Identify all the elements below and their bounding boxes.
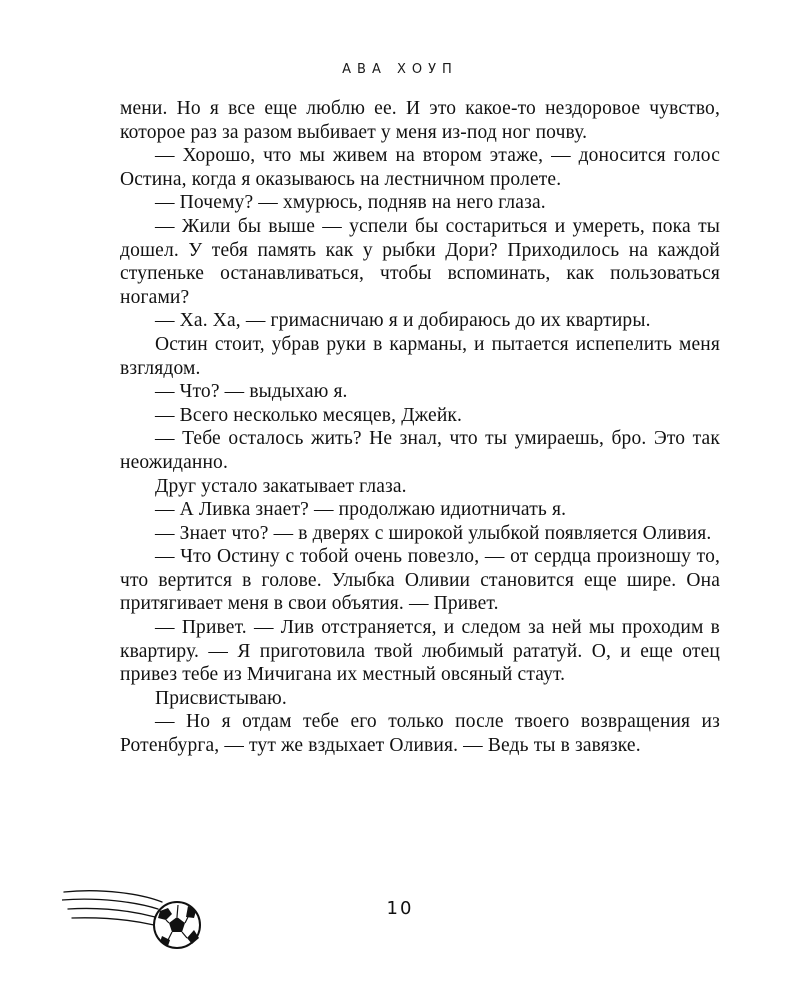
paragraph: Присвистываю. <box>155 687 287 709</box>
paragraph: мени. Но я все еще люблю ее. И это какое-то нездоровое чувство, которое раз за разом выбивает у меня из-под ног почву. <box>120 98 720 143</box>
paragraph: — Жили бы выше — успели бы состариться и умереть, пока ты дошел. У тебя память как у рыбки Дори? Приходилось на каждой ступеньке останавливаться, чтобы вспоминать, как пользоваться ногами? <box>120 215 720 308</box>
paragraph: Друг устало закатывает глаза. <box>155 475 407 497</box>
body-text <box>120 97 720 758</box>
page-number: 10 <box>386 898 414 919</box>
paragraph: — Привет. — Лив отстраняется, и следом за ней мы проходим в квартиру. — Я приготовила твой любимый рататуй. О, и еще отец привез тебе из Мичигана их местный овсяный стаут. <box>120 617 720 686</box>
paragraph: — Хорошо, что мы живем на втором этаже, — доносится голос Остина, когда я оказываюсь на лестничном пролете. <box>120 145 720 190</box>
paragraph: — Почему? — хмурюсь, подняв на него глаза. <box>155 192 546 214</box>
paragraph: — Что? — выдыхаю я. <box>155 381 348 403</box>
paragraph: — Но я отдам тебе его только после твоего возвращения из Ротенбурга, — тут же вздыхает Оливия. — Ведь ты в завязке. <box>120 711 720 757</box>
paragraph: — Тебе осталось жить? Не знал, что ты умираешь, бро. Это так неожиданно. <box>120 428 720 473</box>
paragraph: — Знает что? — в дверях с широкой улыбкой появляется Оливия. <box>155 522 712 544</box>
paragraph: — А Ливка знает? — продолжаю идиотничать я. <box>155 499 567 521</box>
paragraph: — Ха. Ха, — гримасничаю я и добираюсь до их квартиры. <box>155 310 651 332</box>
paragraph: Остин стоит, убрав руки в карманы, и пытается испепелить меня взглядом. <box>120 333 720 379</box>
paragraph: — Что Остину с тобой очень повезло, — от сердца произношу то, что вертится в голове. Улыбка Оливии становится еще шире. Она притягивает меня в свои объятия. — Привет. <box>120 546 720 615</box>
paragraph: — Всего несколько месяцев, Джейк. <box>155 404 463 426</box>
running-title: АВА ХОУП <box>342 62 458 77</box>
